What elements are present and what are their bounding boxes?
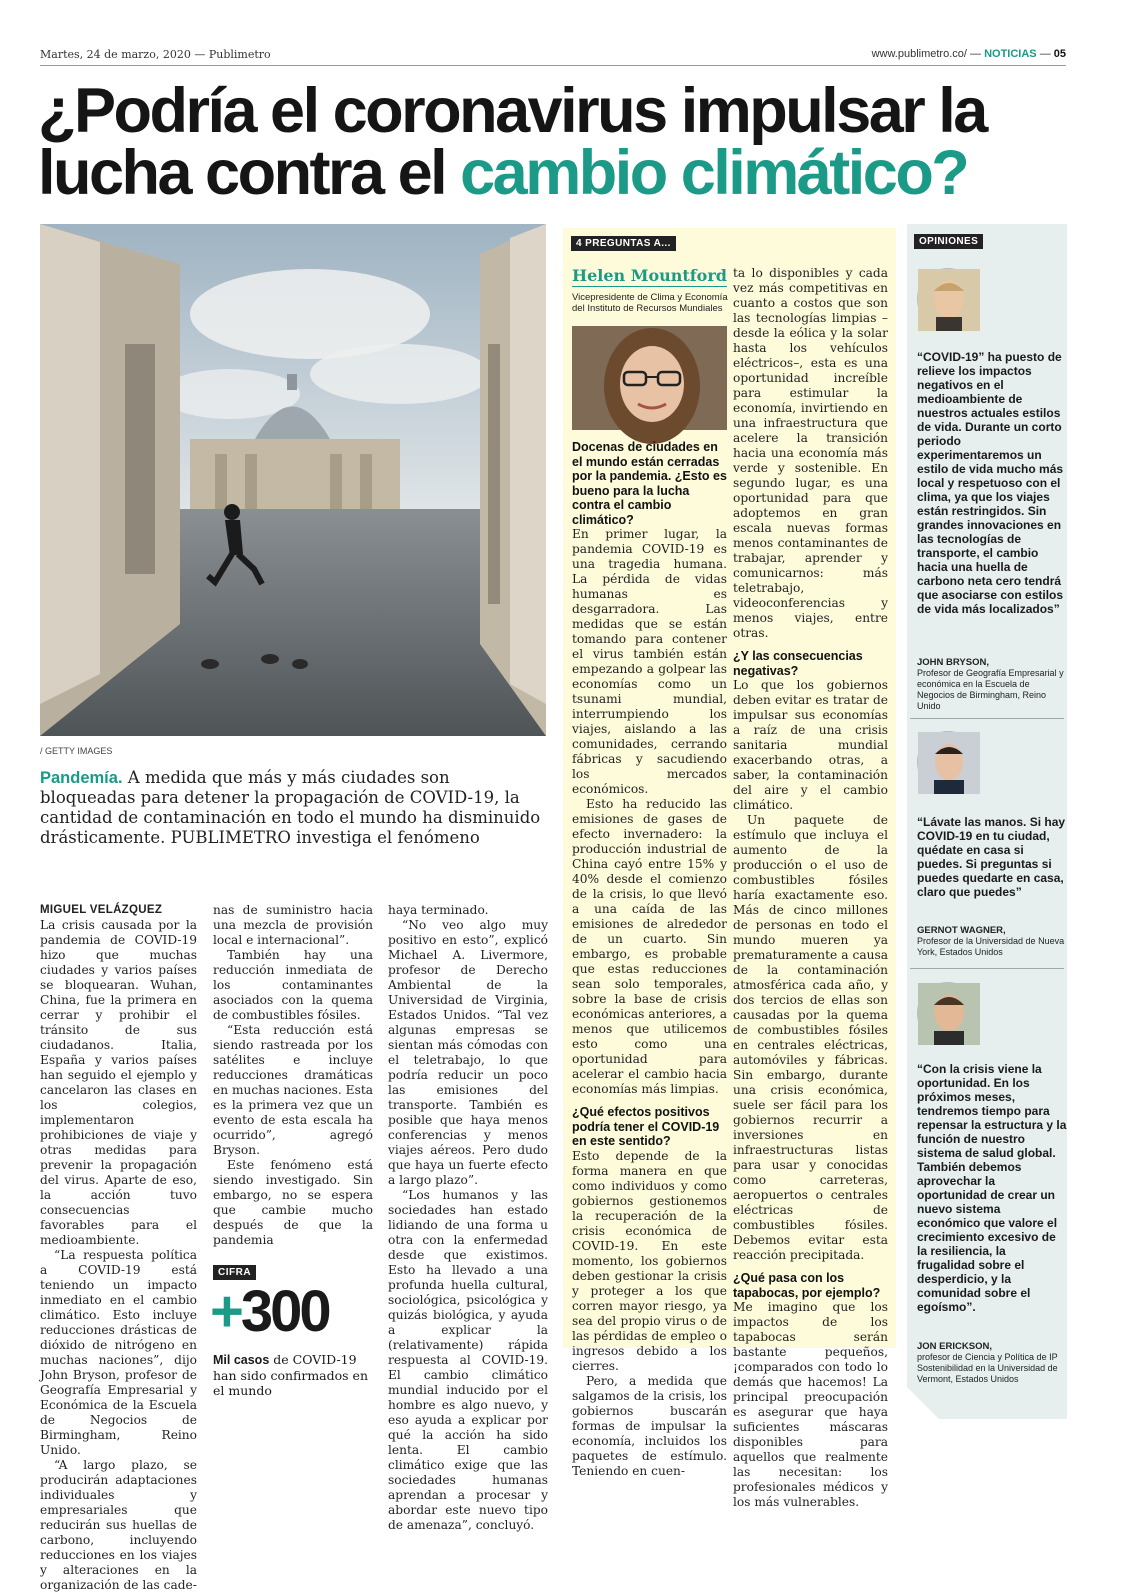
article-paragraph: “La respuesta política a COVID-19 está teniendo un impacto inmediato en el cambio climático. Esto incluye reducciones drásticas de dióxido de nitrógeno en muchas naciones”, dijo John Bryson, profesor de Geografía Empresarial y Económica de la Escuela de Negocios de Birmingham, Reino Unido. (40, 1248, 197, 1457)
opinion-author-role: Profesor de Geografía Empresarial y económica en la Escuela de Negocios de Birmingham, Reino Unido (917, 668, 1064, 711)
headline (38, 76, 1078, 208)
cifra-rest: de COVID-19 han sido confirmados en el mundo (213, 1352, 368, 1398)
headline-highlight: cambio climático? (460, 138, 968, 208)
opinion-author (917, 657, 1067, 712)
article-paragraph: “Los humanos y las sociedades han estado lidiando de una forma u otra con la enfermedad desde que existimos. Esto ha llevado a una profunda huella cultural, sociológica, psicológica y quizás biológica, y ayuda a explicar la (relativamente) rápida respuesta al COVID-19. El cambio climático mundial inducido por el hombre es algo nuevo, y eso ayuda a explicar por qué la acción ha sido lenta. El cambio climático exige que las sociedades humanas aprendan a procesar y abordar este nuevo tipo de amenaza”, concluyó. (388, 1188, 548, 1532)
cifra-description (213, 1352, 373, 1398)
qa-question: ¿Y las consecuencias negativas? (733, 649, 863, 678)
qa-column-1 (572, 440, 727, 1479)
opinion-quote: “Lávate las manos. Si hay COVID-19 en tu ciudad, quédate en casa si puedes. Si preguntas si puedes quedarte en casa, claro que puedes” (917, 815, 1066, 899)
divider (910, 718, 1064, 719)
article-paragraph: Este fenómeno está siendo investigado. Sin embargo, no se espera que cambie mucho después de que la pandemia (213, 1158, 373, 1247)
gernot-wagner-avatar (917, 731, 979, 793)
article-column-1 (40, 903, 197, 1593)
qa-interviewee-name: Helen Mountford (572, 266, 727, 285)
qa-answer: Lo que los gobiernos deben evitar es tratar de impulsar sus economías a raíz de una crisis sanitaria mundial exacerbando otras, a saber, la contaminación del aire y el cambio climático. (733, 678, 888, 812)
cifra-plus: + (210, 1279, 241, 1344)
divider (910, 968, 1064, 969)
main-photo (40, 224, 546, 736)
article-paragraph: “A largo plazo, se producirán adaptaciones individuales y empresariales que reducirán sus huellas de carbono, incluyendo reducciones en los viajes y alteraciones en la organización de las cade- (40, 1458, 197, 1592)
qa-answer: ta lo disponibles y cada vez más competitivas en cuanto a costos que son las tecnologías limpias –desde la eólica y la solar hasta los vehículos eléctricos–, esta es una oportunidad increíble para estimular la economía, invirtiendo en una infraestructura que acelere la transición hacia una economía más verde y sostenible. En segundo lugar, es una oportunidad para que adoptemos en gran escala nuevas formas menos contaminantes de trabajar, aprender y comunicarnos: más teletrabajo, videoconferencias y menos viajes, entre otras. (733, 266, 888, 640)
page-header (40, 48, 1066, 66)
st-peters-square-illustration (40, 224, 546, 736)
byline: MIGUEL VELÁZQUEZ (40, 904, 163, 916)
qa-tag: 4 PREGUNTAS A... (571, 236, 676, 251)
caption-text: A medida que más y más ciudades son bloqueadas para detener la propagación de COVID-19, la cantidad de contaminación en todo el mundo ha disminuido drásticamente. PUBLIMETRO investiga el fenómeno (40, 768, 541, 847)
opinion-author-role: Profesor de la Universidad de Nueva York, Estados Unidos (917, 936, 1065, 957)
qa-question: ¿Qué efectos positivos podría tener el COVID-19 en este sentido? (572, 1105, 720, 1148)
photo-caption (40, 768, 550, 848)
article-paragraph: “Esta reducción está siendo rastreada por los satélites e incluye reducciones dramáticas en muchas naciones. Esta es la primera vez que un evento de esta escala ha ocurrido”, agregó Bryson. (213, 1023, 373, 1157)
article-column-2 (213, 903, 373, 1248)
caption-lead: Pandemía. (40, 769, 123, 787)
qa-answer: En primer lugar, la pandemia COVID-19 es una tragedia humana. La pérdida de vidas humanas es desgarradora. Las medidas que se están tomando para contener el virus también están empezando a golpear las economías como un tsunami mundial, interrumpiendo los viajes, aislando a las comunidades, cerrando fábricas y sacudiendo los mercados económicos. (572, 527, 727, 796)
article-column-3 (388, 903, 548, 1533)
cifra-label: CIFRA (213, 1265, 256, 1280)
page-number: 05 (1053, 48, 1066, 60)
photo-credit: / GETTY IMAGES (40, 746, 113, 756)
qa-answer: Pero, a medida que salgamos de la crisis, los gobiernos buscarán formas de impulsar la economía, incluidos los paquetes de estímulo. Teniendo en cuen- (572, 1373, 727, 1478)
qa-answer: Esto ha reducido las emisiones de gases de efecto invernadero: la producción industrial de China cayó entre 15% y 40% desde el comienzo de la crisis, lo que llevó a una caída de las emisiones de alrededor de un cuarto. Sin embargo, es probable que estas reducciones sean solo temporales, sobre la base de crisis económicas anteriores, a menos que utilicemos esto como una oportunidad para acelerar el cambio hacia economías más limpias. (572, 797, 727, 1096)
sidebar-corner-fold (907, 1387, 939, 1419)
opinion-quote: “COVID-19” ha puesto de relieve los impactos negativos en el medioambiente de nuestros actuales estilos de vida. Durante un corto periodo experimentaremos un estilo de vida mucho más local y respetuoso con el clima, ya que los viajes están restringidos. Sin grandes innovaciones en las tecnologías de transporte, el cambio hacia una huella de carbono neta cero tendrá que asociarse con estilos de vida más localizados” (917, 350, 1064, 616)
section-info (872, 48, 1066, 60)
article-paragraph: También hay una reducción inmediata de los contaminantes asociados con la quema de combustibles fósiles. (213, 948, 373, 1022)
qa-column-2 (733, 266, 888, 1510)
jon-erickson-avatar (917, 982, 979, 1044)
qa-interviewee-role: Vicepresidente de Clima y Economía del Instituto de Recursos Mundiales (572, 292, 728, 314)
opinion-author-name: GERNOT WAGNER, (917, 925, 1006, 936)
opinion-author (917, 925, 1067, 958)
cifra-bold: Mil casos (213, 1353, 270, 1367)
cifra-number (210, 1279, 329, 1344)
article-paragraph: “No veo algo muy positivo en esto”, explicó Michael A. Livermore, profesor de Derecho Ambiental de la Universidad de Virginia, Estados Unidos. “Tal vez algunas empresas se sientan más cómodas con el teletrabajo, lo que podría reducir un poco las emisiones del transporte. También es posible que haya menos conferencias y menos viajes aéreos. Pero dudo que haya un fuerte efecto a largo plazo”. (388, 918, 548, 1187)
helen-mountford-portrait (572, 326, 727, 430)
opinion-author (917, 1341, 1067, 1385)
page-separator: — (1039, 48, 1051, 60)
article-paragraph: nas de suministro hacia una mezcla de provisión local e internacional”. (213, 903, 373, 947)
article-paragraph: La crisis causada por la pandemia de COVID-19 hizo que muchas ciudades y varios países se bloquearan. Wuhan, China, fue la primera en cerrar y prohibir el tránsito de sus ciudadanos. Italia, España y varios países han seguido el ejemplo y cancelaron las clases en los colegios, implementaron prohibiciones de viaje y otras medidas para prevenir la propagación del virus. Aparte de eso, la acción tuvo consecuencias favorables para el medioambiente. (40, 918, 197, 1247)
headline-main: ¿Podría el coronavirus impulsar la lucha contra el (38, 76, 986, 208)
john-bryson-avatar (917, 268, 979, 330)
cifra-value: 300 (240, 1279, 329, 1344)
qa-answer: Esto depende de la forma manera en que como individuos y como gobiernos gestionemos la recuperación de la crisis económica de COVID-19. En este momento, los gobiernos deben gestionar la crisis y proteger a los que corren mayor riesgo, ya sea del propio virus o de las pérdidas de empleo o ingresos debido a los cierres. (572, 1148, 727, 1373)
qa-answer: Me imagino que los impactos de los tapabocas serán bastante pequeños, ¡comparados con todo lo demás que hacemos! La principal preocupación es asegurar que haya suficientes máscaras disponibles para aquellos que realmente las necesitan: los profesionales médicos y los más vulnerables. (733, 1300, 888, 1509)
opinion-author-name: JOHN BRYSON, (917, 657, 989, 668)
site-url[interactable]: www.publimetro.co/ — (871, 48, 981, 60)
opinion-author-role: profesor de Ciencia y Política de IP Sostenibilidad en la Universidad de Vermont, Estados Unidos (917, 1352, 1058, 1384)
qa-question: ¿Qué pasa con los tapabocas, por ejemplo? (733, 1271, 881, 1300)
opinion-author-name: JON ERICKSON, (917, 1341, 992, 1352)
qa-question: Docenas de ciudades en el mundo están cerradas por la pandemia. ¿Esto es bueno para la lucha contra el cambio climático? (572, 440, 727, 527)
article-paragraph: haya terminado. (388, 903, 489, 917)
opinions-tag: OPINIONES (914, 234, 983, 249)
opinion-quote: “Con la crisis viene la oportunidad. En los próximos meses, tendremos tiempo para repensar la estructura y la función de nuestro sistema de salud global. También debemos aprovechar la oportunidad de crear un nuevo sistema económico que valore el crecimiento excesivo de la resiliencia, la frugalidad sobre el desperdicio, y la comunidad sobre el egoísmo”. (917, 1062, 1067, 1314)
section-name: NOTICIAS (984, 48, 1037, 60)
date-source: Martes, 24 de marzo, 2020 — Publimetro (40, 48, 271, 61)
qa-answer: Un paquete de estímulo que incluya el aumento de la producción o el uso de combustibles fósiles haría exactamente eso. Más de cinco millones de personas en todo el mundo mueren ya prematuramente a causa de la contaminación atmosférica cada año, y dos tercios de ellas son causadas por la quema de combustibles fósiles en centrales eléctricas, automóviles y fábricas. Sin embargo, durante una crisis económica, suele ser fácil para los gobiernos recurrir a inversiones en infraestructuras listas para usar y conocidas como carreteras, aeropuertos o centrales eléctricas de combustibles fósiles. Debemos evitar esta reacción precipitada. (733, 813, 888, 1262)
